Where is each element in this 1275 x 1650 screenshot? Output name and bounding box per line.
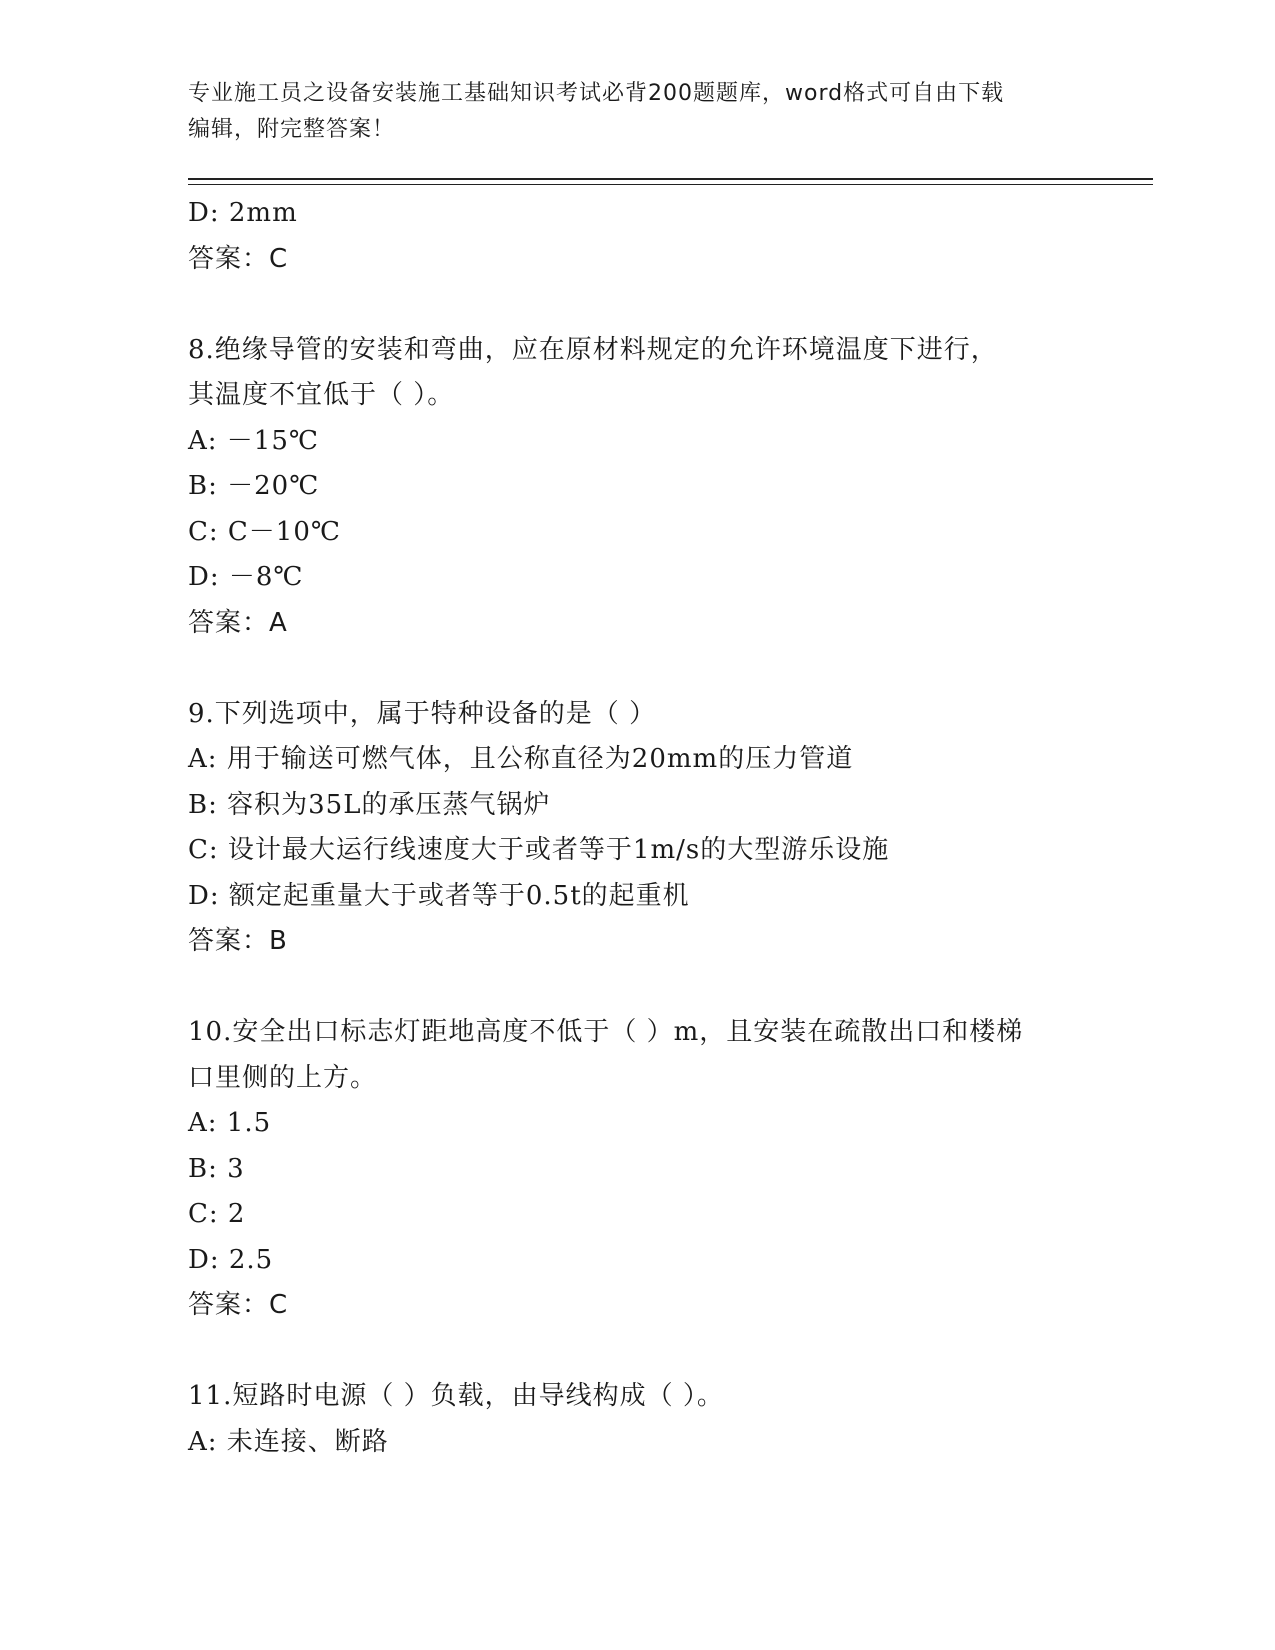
answer-line: 答案：B — [188, 926, 288, 956]
option-d: D: －8℃ — [188, 562, 304, 592]
header-title-line2: 编辑，附完整答案！ — [188, 117, 396, 142]
document-header — [188, 76, 1088, 148]
question-stem: 11.短路时电源（ ）负载，由导线构成（ ）。 — [188, 1381, 724, 1411]
spacer — [188, 965, 1138, 1011]
question-stem: 其温度不宜低于（ ）。 — [188, 380, 455, 410]
option-b: B: －20℃ — [188, 471, 320, 501]
question-stem: 10.安全出口标志灯距地高度不低于（ ）m，且安装在疏散出口和楼梯 — [188, 1017, 1024, 1047]
question-8 — [188, 328, 1138, 647]
question-10 — [188, 1010, 1138, 1329]
question-stem: 8.绝缘导管的安装和弯曲，应在原材料规定的允许环境温度下进行， — [188, 334, 998, 365]
option-c: C: C－10℃ — [188, 516, 341, 547]
option-d: D: 2.5 — [188, 1244, 274, 1275]
option-c: C: 2 — [188, 1199, 246, 1229]
option-c: C: 设计最大运行线速度大于或者等于1m/s的大型游乐设施 — [188, 835, 890, 865]
spacer — [188, 646, 1138, 692]
question-9 — [188, 692, 1138, 965]
question-7-tail — [188, 191, 1138, 282]
option-a: A: 用于输送可燃气体，且公称直径为20mm的压力管道 — [188, 744, 854, 774]
option-b: B: 容积为35L的承压蒸气锅炉 — [188, 789, 551, 820]
option-b: B: 3 — [188, 1153, 245, 1184]
option-d: D: 2mm — [188, 198, 298, 228]
header-divider-thick — [188, 178, 1153, 180]
answer-line: 答案：C — [188, 243, 289, 274]
spacer — [188, 1329, 1138, 1375]
option-d: D: 额定起重量大于或者等于0.5t的起重机 — [188, 880, 690, 911]
option-a: A: －15℃ — [188, 425, 319, 456]
header-title-line1: 专业施工员之设备安装施工基础知识考试必背200题题库，word格式可自由下载 — [188, 81, 1005, 106]
question-stem: 9.下列选项中，属于特种设备的是（ ） — [188, 698, 657, 729]
question-stem: 口里侧的上方。 — [188, 1062, 378, 1093]
spacer — [188, 282, 1138, 328]
option-a: A: 1.5 — [188, 1108, 272, 1138]
option-a: A: 未连接、断路 — [188, 1426, 389, 1457]
answer-line: 答案：C — [188, 1290, 289, 1320]
header-divider-thin — [188, 184, 1153, 185]
answer-line: 答案：A — [188, 607, 288, 638]
question-list — [188, 191, 1138, 1465]
question-11 — [188, 1374, 1138, 1465]
